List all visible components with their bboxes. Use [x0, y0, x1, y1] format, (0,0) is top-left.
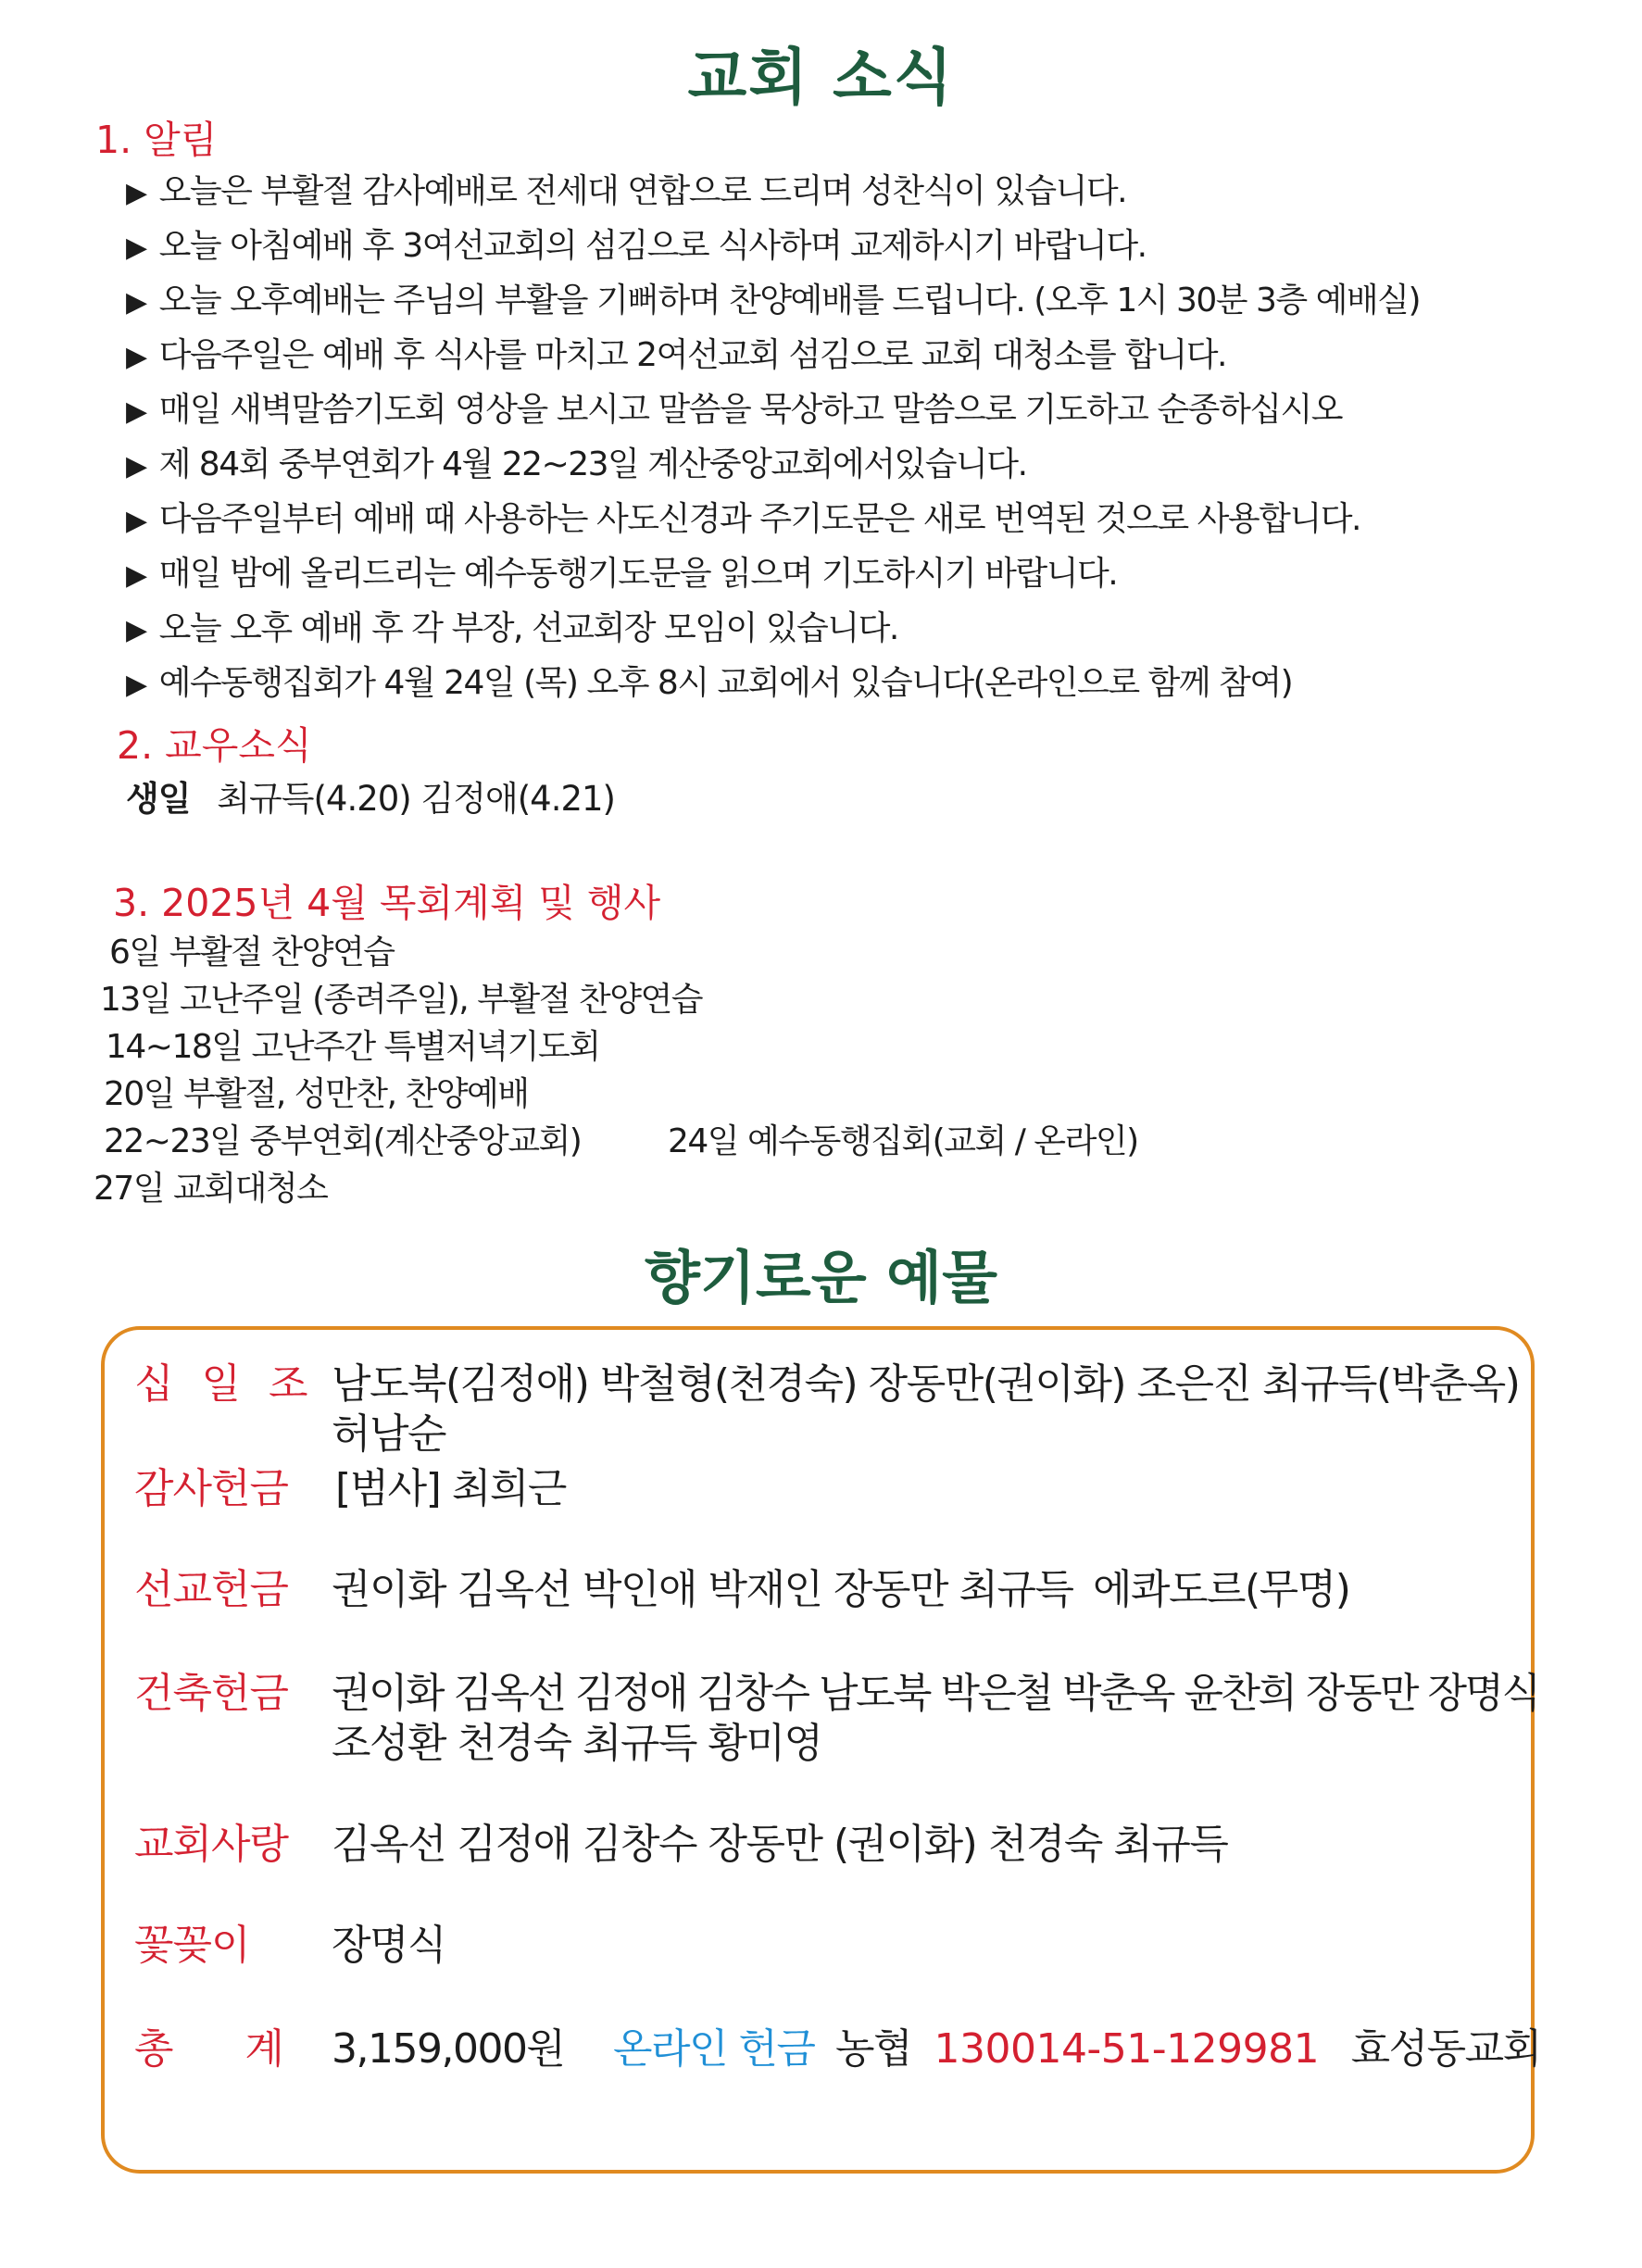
bullet-arrow-icon: ▶	[126, 559, 146, 592]
notice-item: ▶ 매일 새벽말씀기도회 영상을 보시고 말씀을 묵상하고 말씀으로 기도하고 순종하십시오	[126, 391, 1343, 429]
mission-names: 권이화 김옥선 박인애 박재인 장동만 최규득	[332, 1566, 1073, 1613]
notice-item: ▶ 다음주일은 예배 후 식사를 마치고 2여선교회 섬김으로 교회 대청소를 합니다.	[126, 336, 1226, 374]
notice-item: ▶ 오늘 오후 예배 후 각 부장, 선교회장 모임이 있습니다.	[126, 609, 898, 647]
bullet-arrow-icon: ▶	[126, 232, 146, 264]
tithe-label: 십 일 조	[134, 1360, 316, 1408]
bullet-arrow-icon: ▶	[126, 395, 146, 428]
birthday-names: 최규득(4.20) 김정애(4.21)	[217, 779, 615, 819]
schedule-item: 24일 예수동행집회(교회 / 온라인)	[668, 1122, 1138, 1160]
schedule-heading: 3. 2025년 4월 목회계획 및 행사	[113, 881, 661, 925]
offering-title: 향기로운 예물	[645, 1244, 997, 1311]
notice-item: ▶ 오늘 오후예배는 주님의 부활을 기뻐하며 찬양예배를 드립니다. (오후 1시 30분 3층 예배실)	[126, 282, 1420, 320]
building-names: 권이화 김옥선 김정애 김창수 남도북 박은철 박춘옥 윤찬희 장동만 장명식	[332, 1670, 1539, 1717]
total-label: 총 계	[134, 2025, 283, 2073]
bullet-arrow-icon: ▶	[126, 286, 146, 319]
church-love-names: 김옥선 김정애 김창수 장동만 (권이화) 천경숙 최규득	[332, 1821, 1228, 1868]
tithe-names: 남도북(김정애) 박철형(천경숙) 장동만(권이화) 조은진 최규득(박춘옥)	[332, 1360, 1520, 1408]
bullet-arrow-icon: ▶	[126, 341, 146, 373]
schedule-item: 14~18일 고난주간 특별저녁기도회	[106, 1028, 600, 1066]
total-amount: 3,159,000원	[332, 2025, 565, 2073]
bank-account-number: 130014-51-129981	[934, 2025, 1320, 2073]
account-holder: 효성동교회	[1350, 2025, 1541, 2073]
bullet-arrow-icon: ▶	[126, 505, 146, 537]
building-names-continued: 조성환 천경숙 최규득 황미영	[332, 1720, 822, 1767]
thanks-label: 감사헌금	[134, 1465, 289, 1512]
schedule-item: 27일 교회대청소	[94, 1170, 328, 1208]
notice-item: ▶ 매일 밤에 올리드리는 예수동행기도문을 읽으며 기도하시기 바랍니다.	[126, 555, 1118, 593]
mission-extra: 에콰도르(무명)	[1093, 1566, 1350, 1613]
bullet-arrow-icon: ▶	[126, 614, 146, 646]
birthday-line	[126, 771, 615, 821]
members-heading: 2. 교우소식	[117, 723, 312, 768]
bullet-arrow-icon: ▶	[126, 669, 146, 701]
online-offering-label: 온라인 헌금	[612, 2025, 815, 2073]
bullet-arrow-icon: ▶	[126, 177, 146, 209]
bullet-arrow-icon: ▶	[126, 450, 146, 482]
notices-heading: 1. 알림	[95, 118, 218, 162]
schedule-item: 22~23일 중부연회(계산중앙교회)	[104, 1122, 582, 1160]
notice-item: ▶ 오늘 아침예배 후 3여선교회의 섬김으로 식사하며 교제하시기 바랍니다.	[126, 227, 1147, 265]
notice-item: ▶ 오늘은 부활절 감사예배로 전세대 연합으로 드리며 성찬식이 있습니다.	[126, 172, 1127, 210]
building-label: 건축헌금	[134, 1670, 289, 1717]
notice-item: ▶ 예수동행집회가 4월 24일 (목) 오후 8시 교회에서 있습니다(온라인으로 함께 참여)	[126, 664, 1293, 702]
page-title: 교회 소식	[687, 42, 955, 113]
flower-label: 꽃꽂이	[134, 1922, 250, 1969]
notice-item: ▶ 제 84회 중부연회가 4월 22~23일 계산중앙교회에서있습니다.	[126, 445, 1027, 483]
birthday-label: 생일	[126, 779, 191, 819]
notice-item: ▶ 다음주일부터 예배 때 사용하는 사도신경과 주기도문은 새로 번역된 것으로 사용합니다.	[126, 500, 1360, 538]
mission-label: 선교헌금	[134, 1566, 289, 1613]
tithe-names-continued: 허남순	[332, 1410, 446, 1458]
church-love-label: 교회사랑	[134, 1821, 289, 1868]
total-line	[332, 2015, 1541, 2074]
schedule-item: 13일 고난주일 (종려주일), 부활절 찬양연습	[100, 981, 703, 1019]
schedule-item: 20일 부활절, 성만찬, 찬양예배	[104, 1075, 529, 1113]
schedule-item: 6일 부활절 찬양연습	[109, 934, 395, 971]
flower-names: 장명식	[332, 1922, 446, 1969]
bank-name: 농협	[834, 2025, 911, 2073]
thanks-names: [범사] 최희근	[335, 1465, 566, 1512]
